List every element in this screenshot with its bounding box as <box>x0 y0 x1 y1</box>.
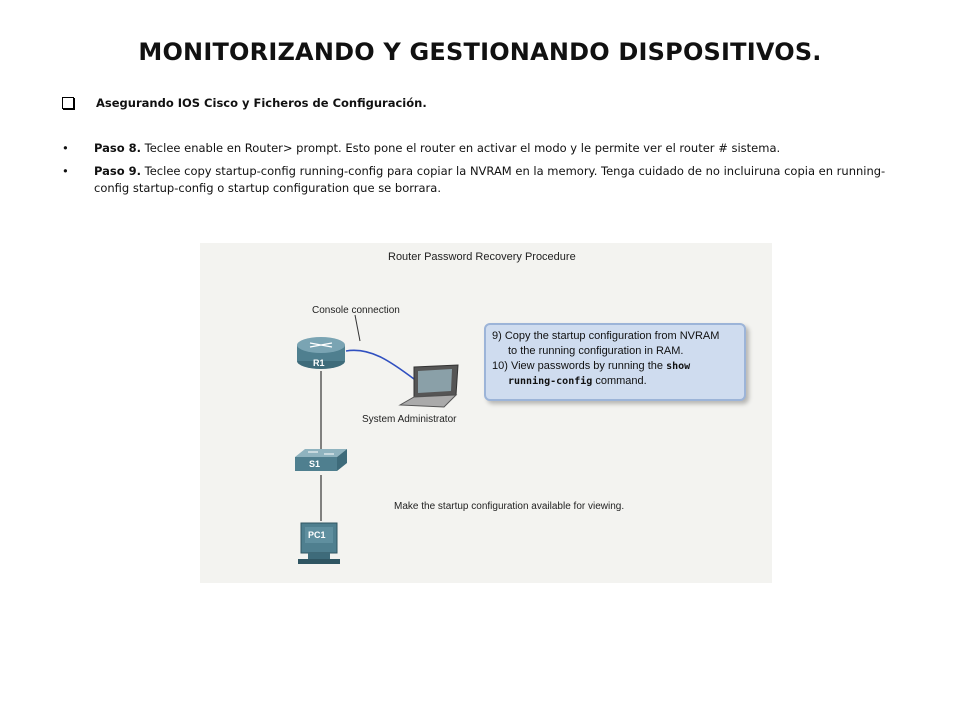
password-recovery-figure <box>200 243 772 583</box>
note-running-config-code: running-config <box>508 376 593 387</box>
instruction-note <box>484 323 746 401</box>
bullet-marker: • <box>62 141 69 155</box>
subheading-text: Asegurando IOS Cisco y Ficheros de Configuración. <box>96 96 427 110</box>
bullet-text: Teclee enable en Router> prompt. Esto pone el router en activar el modo y le permite ver el router # sistema. <box>144 141 781 155</box>
figure-title: Router Password Recovery Procedure <box>388 251 576 263</box>
page-title: MONITORIZANDO Y GESTIONANDO DISPOSITIVOS. <box>138 38 822 66</box>
bullet-item <box>62 140 892 157</box>
switch-label: S1 <box>309 459 321 469</box>
bullet-list <box>62 140 892 203</box>
bullet-label: Paso 8. <box>94 141 141 155</box>
bullet-text: Teclee copy startup-config running-config para copiar la NVRAM en la memory. Tenga cuidado de no incluiruna copia en running-config startup-config o startup configuration que se borrara. <box>94 164 886 195</box>
note-line-4-text: command. <box>592 375 647 387</box>
switch-s1-icon <box>295 449 347 471</box>
bullet-marker: • <box>62 164 69 178</box>
console-cable <box>346 350 414 379</box>
section-subheading <box>62 96 427 110</box>
pc-label: PC1 <box>308 530 326 540</box>
network-diagram <box>200 243 772 583</box>
console-connection-label: Console connection <box>312 305 400 316</box>
router-label: R1 <box>313 358 325 368</box>
note-line-1: 9) Copy the startup configuration from NVRAM <box>492 330 720 342</box>
bullet-item <box>62 163 892 197</box>
system-administrator-label: System Administrator <box>362 414 457 425</box>
checkbox-bullet-icon <box>62 97 74 109</box>
note-show-code: show <box>666 361 691 372</box>
laptop-icon <box>400 365 458 407</box>
figure-caption: Make the startup configuration available for viewing. <box>394 501 625 512</box>
bullet-label: Paso 9. <box>94 164 141 178</box>
console-leader-line <box>355 315 360 341</box>
note-line-3-text: 10) View passwords by running the <box>492 360 667 372</box>
note-line-2: to the running configuration in RAM. <box>508 345 684 357</box>
